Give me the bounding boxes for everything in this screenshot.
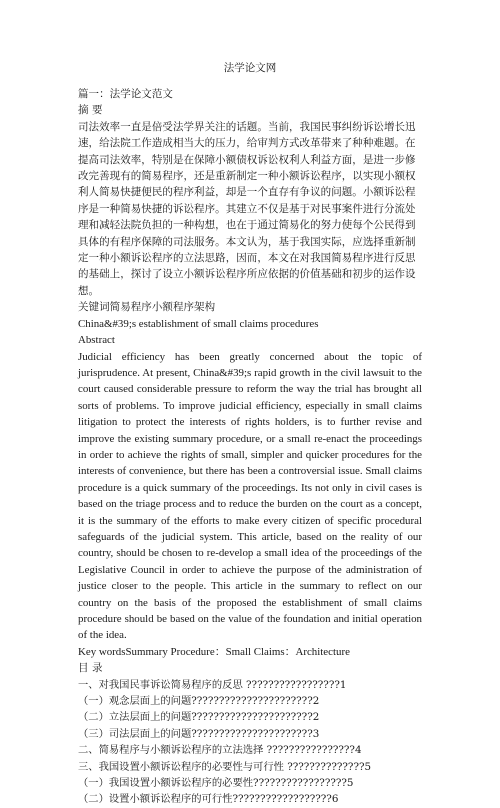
toc-item: 一、对我国民事诉讼简易程序的反思 ?????????????????1 [78, 678, 347, 691]
toc-item: 三、我国设置小额诉讼程序的必要性与可行性 ??????????????5 [78, 760, 372, 773]
abstract-label-en: Abstract [78, 334, 115, 347]
abstract-zh: 司法效率一直是倍受法学界关注的话题。当前，我国民事纠纷诉讼增长迅速，给法院工作造成相当大的压力，给审判方式改革带来了种种难题。在提高司法效率，特别是在保障小额债权诉讼权利人利益方面，是进一步修改完善现有的简易程序，还是重新制定一种小额诉讼程序，以实现小额权利人简易快捷便民的程序利益，却是一个直存有争议的问题。小额诉讼程序是一种简易快捷的诉讼程序。其建立不仅是基于对民事案件进行分流处理和减轻法院负担的一种构想，也在于通过简易化的努力使每个公民得到具体的有程序保障的司法服务。本文认为，基于我国实际，应选择重新制定一种小额诉讼程序的立法思路，因而，本文在对我国简易程序进行反思的基础上，探讨了设立小额诉讼程序所应依据的价值基础和初步的运作设想。 [78, 120, 416, 297]
keywords-zh: 关键词简易程序小额程序架构 [78, 301, 216, 314]
toc-label: 目 录 [78, 662, 103, 675]
toc-item: （三）司法层面上的问题??????????????????????3 [78, 727, 320, 740]
abstract-label-zh: 摘 要 [78, 104, 103, 117]
english-title: China&#39;s establishment of small claims procedures [78, 317, 319, 330]
toc-item: （二）立法层面上的问题??????????????????????2 [78, 711, 320, 724]
keywords-en: Key wordsSummary Procedure：Small Claims：Architecture [78, 645, 350, 658]
document-title: 法学论文网 [223, 62, 277, 74]
toc-item: （二）设置小额诉讼程序的可行性??????????????????6 [78, 793, 339, 806]
section-heading: 篇一：法学论文范文 [78, 88, 173, 100]
abstract-en: Judicial efficiency has been greatly concerned about the topic of jurisprudence. At present, China&#39;s rapid growth in the civil lawsuit to the court caused considerable pressure to reform the way the trial has brought all sorts of problems. To improve judicial efficiency, especially in small claims litigation to protect the interests of rights holders, is to further revise and improve the existing summary procedure, or a small re-enact the proceedings in order to achieve the rights of small, simpler and quicker procedures for the interests of convenience, but there has been a controversial issue. Small claims procedure is a quick summary of the proceedings. Its not only in civil cases is based on the triage process and to reduce the burden on the court as a concept, it is the summary of the efforts to make every citizen of specific procedural safeguards of the judicial system. This article, based on the reality of our country, should be chosen to re-develop a small idea of the proceedings of the Legislative Council in order to achieve the purpose of the administration of justice closer to the people. This article in the summary to reflect on our country on the basis of the proposed the establishment of small claims procedure should be based on the value of the foundation and initial operation of the idea. [78, 350, 422, 642]
toc-item: （一）我国设置小额诉讼程序的必要性?????????????????5 [78, 777, 354, 790]
table-of-contents [78, 677, 422, 808]
toc-item: 二、简易程序与小额诉讼程序的立法选择 ????????????????4 [78, 744, 362, 757]
toc-item: （一）观念层面上的问题??????????????????????2 [78, 695, 320, 708]
